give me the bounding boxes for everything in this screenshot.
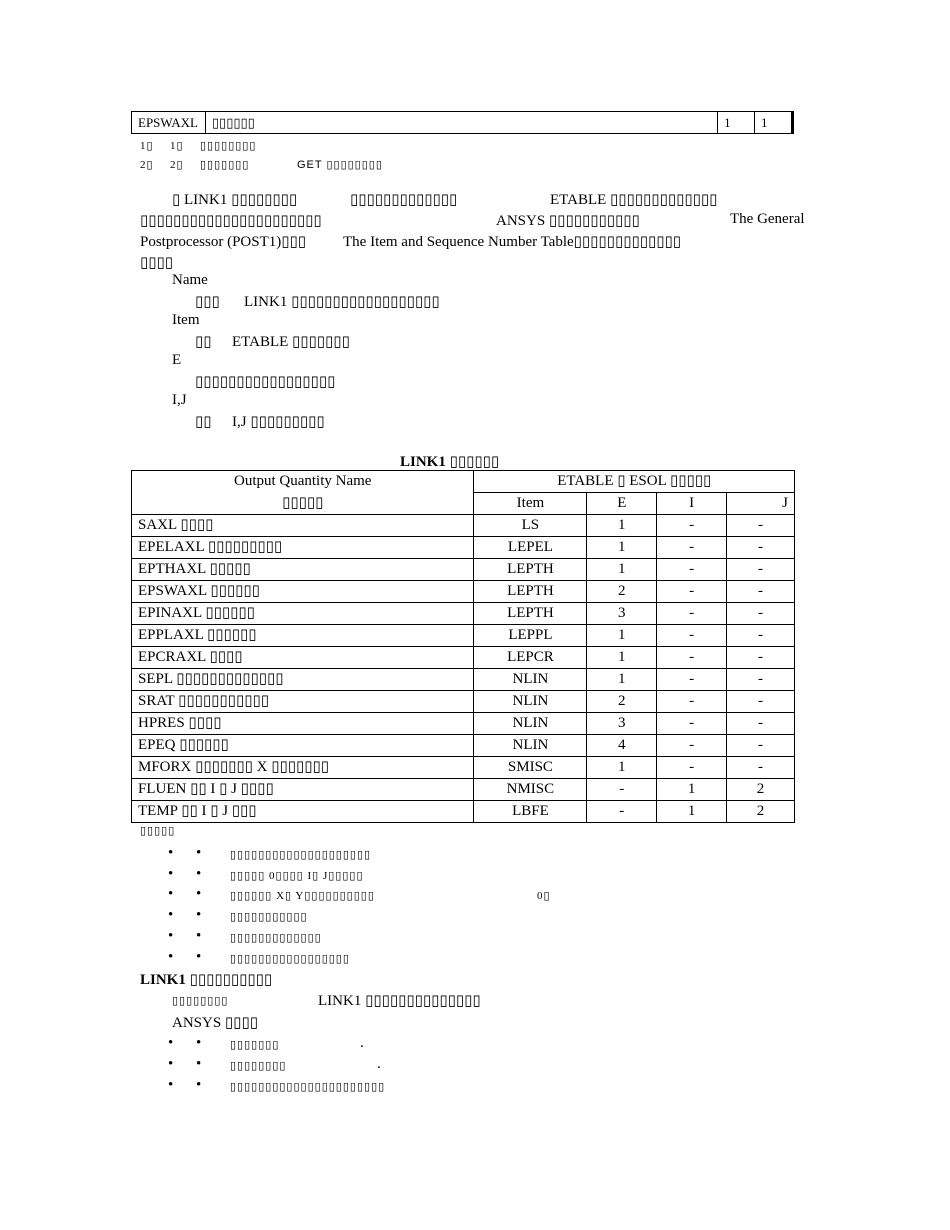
table-row [132,537,795,559]
bullet-icon: • [168,907,174,923]
header-col4-cell: 1 [761,115,768,130]
row-name-cell: SEPL ▯▯▯▯▯▯▯▯▯▯▯▯▯ [132,669,474,691]
row-item-cell: LBFE [474,801,587,823]
para-line2-a: ▯▯▯▯▯▯▯▯▯▯▯▯▯▯▯▯▯▯▯▯▯▯ [140,213,322,229]
header-row-table [131,111,794,134]
bullet-icon: • [168,1056,174,1072]
row-e-cell: 1 [587,669,657,691]
def-item-term: Item [172,312,200,328]
header-col3-cell: 1 [718,112,755,133]
row-i-cell: - [657,735,727,757]
bullet-icon: • [196,907,202,923]
head-i: I [657,493,727,515]
bullet-icon: • [168,845,174,861]
header-code-cell: EPSWAXL [132,112,206,133]
row-name-cell: MFORX ▯▯▯▯▯▯▯ X ▯▯▯▯▯▯▯ [132,757,474,779]
row-j-cell: - [727,647,795,669]
row-j-cell: - [727,515,795,537]
table-body [132,515,795,823]
def-ij-desc-a: ▯▯ [195,414,212,430]
row-e-cell: 2 [587,691,657,713]
row-name-cell: FLUEN ▯▯ I ▯ J ▯▯▯▯ [132,779,474,801]
note-2-num-b: 2▯ [170,159,184,171]
para-line1-c: ETABLE ▯▯▯▯▯▯▯▯▯▯▯▯▯ [550,192,718,208]
row-e-cell: 1 [587,515,657,537]
head-etable: ETABLE ▯ ESOL ▯▯▯▯▯ [474,471,795,493]
bullet-icon: • [196,1035,202,1051]
row-name-cell: TEMP ▯▯ I ▯ J ▯▯▯ [132,801,474,823]
head-j: J [727,493,795,515]
bullet-icon: • [196,866,202,882]
table-row [132,735,795,757]
para-line4: ▯▯▯▯ [140,255,174,271]
row-e-cell: 3 [587,603,657,625]
section2-line-a: ▯▯▯▯▯▯▯▯ [172,995,229,1007]
row-j-cell: 2 [727,779,795,801]
row-name-cell: EPCRAXL ▯▯▯▯ [132,647,474,669]
section2-line2: ANSYS ▯▯▯▯ [172,1015,258,1031]
row-item-cell: NMISC [474,779,587,801]
table-head-row-2 [132,493,795,515]
bullet-icon: • [168,886,174,902]
section2-bullet-text: ▯▯▯▯▯▯▯▯▯▯▯▯▯▯▯▯▯▯▯▯▯▯ [230,1081,386,1093]
head-e: E [587,493,657,515]
def-item-desc-b: ETABLE ▯▯▯▯▯▯▯ [232,334,350,350]
bullet-icon: • [196,886,202,902]
section2-bullet-text: ▯▯▯▯▯▯▯▯ [230,1060,287,1072]
row-j-cell: - [727,691,795,713]
row-e-cell: - [587,779,657,801]
row-item-cell: LEPTH [474,603,587,625]
table-row [132,713,795,735]
table-row [132,581,795,603]
table-row [132,669,795,691]
para-line3-b: The Item and Sequence Number Table▯▯▯▯▯▯▯▯▯▯▯▯▯ [343,234,681,250]
row-e-cell: 3 [587,713,657,735]
note-2-extra: GET ▯▯▯▯▯▯▯▯ [297,159,383,171]
bullet-icon: • [196,1056,202,1072]
row-i-cell: - [657,537,727,559]
bullet-icon: • [168,928,174,944]
table-note-text: ▯▯▯▯▯ 0▯▯▯▯ I▯ J▯▯▯▯▯ [230,870,364,882]
section2-line-b: LINK1 ▯▯▯▯▯▯▯▯▯▯▯▯▯▯ [318,993,481,1009]
table-note-text: ▯▯▯▯▯▯▯▯▯▯▯▯▯▯▯▯▯▯▯▯ [230,849,372,861]
bullet-icon: • [168,949,174,965]
def-name-term: Name [172,272,208,288]
row-item-cell: LEPEL [474,537,587,559]
head-output-name: Output Quantity Name [132,471,474,493]
row-i-cell: - [657,757,727,779]
row-i-cell: - [657,691,727,713]
row-j-cell: - [727,625,795,647]
note-2-text: ▯▯▯▯▯▯▯ [200,159,250,171]
row-item-cell: SMISC [474,757,587,779]
section2-title: LINK1 ▯▯▯▯▯▯▯▯▯▯ [140,972,273,988]
note-2-num-a: 2▯ [140,159,154,171]
row-name-cell: EPTHAXL ▯▯▯▯▯ [132,559,474,581]
def-e-term: E [172,352,182,368]
row-e-cell: 1 [587,757,657,779]
row-j-cell: - [727,735,795,757]
row-j-cell: - [727,537,795,559]
section2-bullet-extra: . [360,1035,364,1051]
row-j-cell: - [727,559,795,581]
bullet-icon: • [196,928,202,944]
table-row [132,757,795,779]
row-item-cell: NLIN [474,691,587,713]
note-1-num-a: 1▯ [140,140,154,152]
row-i-cell: 1 [657,779,727,801]
table-row [132,779,795,801]
header-desc-cell: ▯▯▯▯▯▯ [206,112,718,133]
def-ij-term: I,J [172,392,187,408]
row-name-cell: EPELAXL ▯▯▯▯▯▯▯▯▯ [132,537,474,559]
para-line3-a: Postprocessor (POST1)▯▯▯ [140,234,307,250]
row-e-cell: - [587,801,657,823]
table-head-row-1 [132,471,795,493]
row-j-cell: 2 [727,801,795,823]
row-item-cell: NLIN [474,713,587,735]
row-i-cell: - [657,647,727,669]
output-table [131,470,795,823]
table-row [132,625,795,647]
table-row [132,515,795,537]
row-j-cell: - [727,757,795,779]
row-i-cell: - [657,603,727,625]
row-name-cell: EPPLAXL ▯▯▯▯▯▯ [132,625,474,647]
row-i-cell: - [657,581,727,603]
row-item-cell: LEPCR [474,647,587,669]
bullet-icon: • [168,1077,174,1093]
table-notes-title: ▯▯▯▯▯ [140,825,176,837]
row-i-cell: 1 [657,801,727,823]
head-output-name-cn: ▯▯▯▯▯ [132,493,474,515]
table-row [132,801,795,823]
table-row [132,647,795,669]
table-row [132,559,795,581]
row-name-cell: EPEQ ▯▯▯▯▯▯ [132,735,474,757]
bullet-icon: • [168,1035,174,1051]
row-j-cell: - [727,669,795,691]
table-note-text: ▯▯▯▯▯▯▯▯▯▯▯▯▯ [230,932,322,944]
section2-bullet-extra: . [377,1056,381,1072]
row-j-cell: - [727,603,795,625]
row-e-cell: 1 [587,559,657,581]
row-name-cell: HPRES ▯▯▯▯ [132,713,474,735]
para-line1-b: ▯▯▯▯▯▯▯▯▯▯▯▯▯ [350,192,458,208]
row-e-cell: 2 [587,581,657,603]
row-item-cell: LS [474,515,587,537]
table-note-text: ▯▯▯▯▯▯ X▯ Y▯▯▯▯▯▯▯▯▯▯ [230,890,375,902]
row-e-cell: 1 [587,537,657,559]
head-item: Item [474,493,587,515]
table-note-extra: 0▯ [537,890,551,902]
row-item-cell: LEPTH [474,559,587,581]
note-1-text: ▯▯▯▯▯▯▯▯ [200,140,257,152]
bullet-icon: • [196,949,202,965]
def-name-desc-a: ▯▯▯ [195,294,220,310]
def-name-desc-b: LINK1 ▯▯▯▯▯▯▯▯▯▯▯▯▯▯▯▯▯▯ [244,294,440,310]
note-1-num-b: 1▯ [170,140,184,152]
row-name-cell: SAXL ▯▯▯▯ [132,515,474,537]
row-item-cell: LEPPL [474,625,587,647]
bullet-icon: • [196,1077,202,1093]
row-e-cell: 1 [587,647,657,669]
row-e-cell: 4 [587,735,657,757]
row-j-cell: - [727,713,795,735]
row-name-cell: SRAT ▯▯▯▯▯▯▯▯▯▯▯ [132,691,474,713]
table-note-text: ▯▯▯▯▯▯▯▯▯▯▯ [230,911,308,923]
para-line2-c: The General [730,211,805,227]
para-line1-a: ▯ LINK1 ▯▯▯▯▯▯▯▯ [172,192,298,208]
row-name-cell: EPINAXL ▯▯▯▯▯▯ [132,603,474,625]
row-i-cell: - [657,559,727,581]
row-e-cell: 1 [587,625,657,647]
section2-bullet-text: ▯▯▯▯▯▯▯ [230,1039,280,1051]
row-item-cell: LEPTH [474,581,587,603]
row-name-cell: EPSWAXL ▯▯▯▯▯▯ [132,581,474,603]
table-row [132,603,795,625]
table-note-text: ▯▯▯▯▯▯▯▯▯▯▯▯▯▯▯▯▯ [230,953,350,965]
row-i-cell: - [657,515,727,537]
bullet-icon: • [196,845,202,861]
para-line2-b: ANSYS ▯▯▯▯▯▯▯▯▯▯▯ [496,213,640,229]
row-i-cell: - [657,669,727,691]
row-i-cell: - [657,625,727,647]
def-e-desc: ▯▯▯▯▯▯▯▯▯▯▯▯▯▯▯▯▯ [195,374,336,390]
table-caption: LINK1 ▯▯▯▯▯▯ [400,454,500,470]
def-ij-desc-b: I,J ▯▯▯▯▯▯▯▯▯ [232,414,325,430]
def-item-desc-a: ▯▯ [195,334,212,350]
row-item-cell: NLIN [474,669,587,691]
table-row [132,691,795,713]
bullet-icon: • [168,866,174,882]
row-j-cell: - [727,581,795,603]
row-item-cell: NLIN [474,735,587,757]
row-i-cell: - [657,713,727,735]
